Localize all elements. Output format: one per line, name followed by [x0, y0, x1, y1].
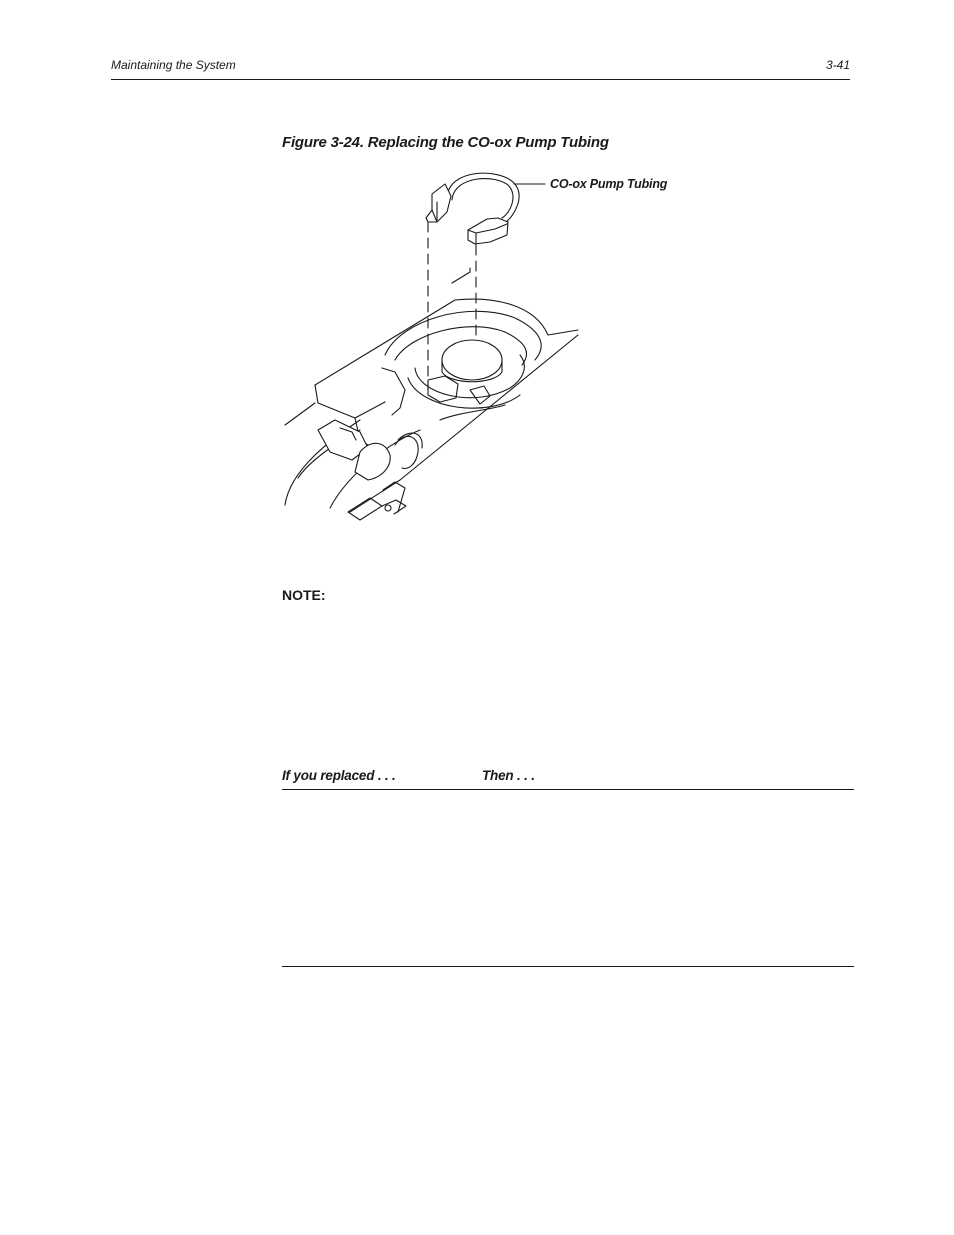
fitting-assembly [318, 420, 422, 520]
running-header [111, 58, 850, 74]
table-bottom-rule [282, 966, 854, 967]
table-top-rule [282, 789, 854, 790]
table-header [282, 768, 854, 788]
tubing-connector-left [426, 184, 451, 222]
header-rule [111, 79, 850, 80]
column-header-then: Then . . . [482, 768, 535, 783]
callout-label: CO-ox Pump Tubing [550, 177, 668, 191]
page-number: 3-41 [825, 58, 850, 72]
figure-caption: Figure 3-24. Replacing the CO-ox Pump Tubing [282, 134, 609, 151]
tubing-loop [447, 173, 519, 222]
column-header-replaced: If you replaced . . . [282, 768, 396, 783]
pump-tubing-illustration [270, 160, 690, 550]
note-label: NOTE: [282, 587, 326, 603]
tubing-connector-right [468, 218, 508, 244]
section-title: Maintaining the System [111, 58, 236, 72]
